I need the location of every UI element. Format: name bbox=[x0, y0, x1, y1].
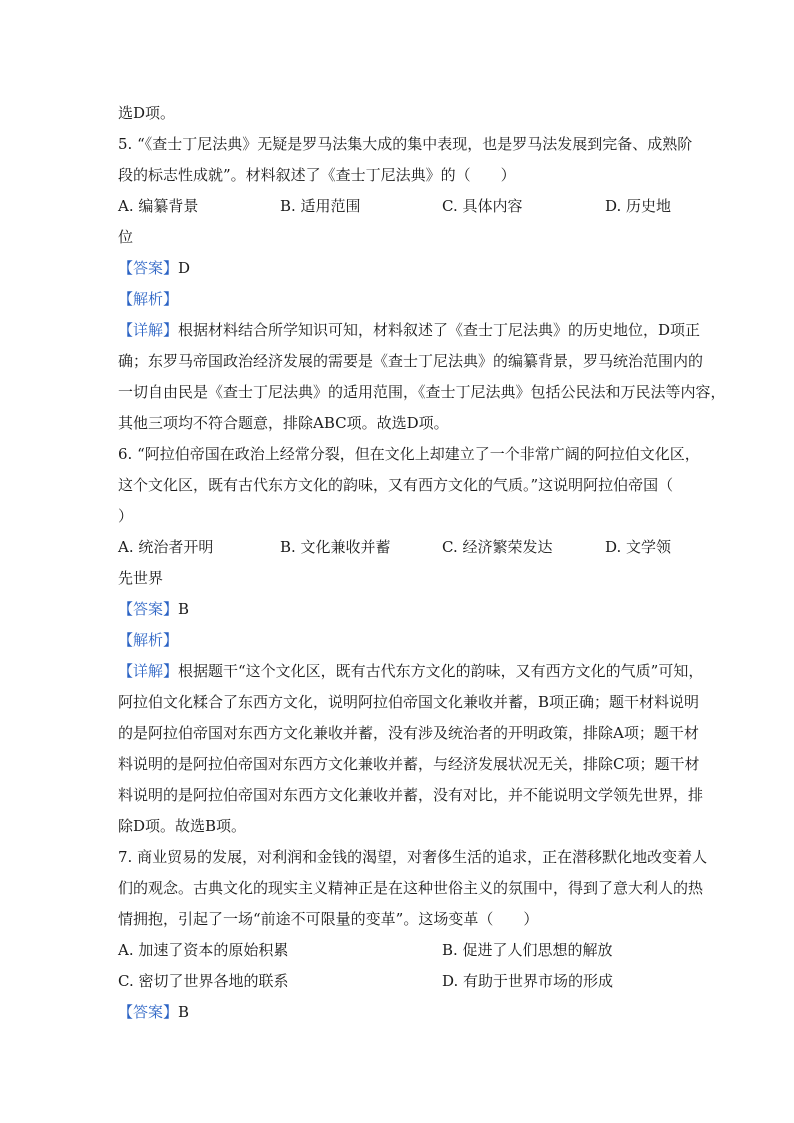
question-6 bbox=[118, 439, 704, 842]
q7-option-b: B. 促进了人们思想的解放 bbox=[442, 941, 613, 959]
q5-analysis-tag: 【解析】 bbox=[118, 290, 179, 308]
q6-options bbox=[118, 532, 678, 563]
q5-option-a: A. 编纂背景 bbox=[118, 197, 199, 215]
q6-option-d: D. 文学领 bbox=[605, 538, 672, 556]
prev-answer-tail: 选D项。 bbox=[118, 104, 176, 122]
q6-detail-line-1 bbox=[118, 656, 704, 687]
q5-detail-line-2: 确；东罗马帝国政治经济发展的需要是《查士丁尼法典》的编纂背景，罗马统治范围内的 bbox=[118, 352, 704, 370]
q6-option-wrap: 先世界 bbox=[118, 569, 164, 587]
q5-answer-tag: 【答案】 bbox=[118, 259, 179, 277]
q7-answer-tag: 【答案】 bbox=[118, 1003, 179, 1021]
q5-detail-text-1: 根据材料结合所学知识可知，材料叙述了《查士丁尼法典》的历史地位，D项正 bbox=[178, 321, 701, 339]
q5-option-wrap: 位 bbox=[118, 228, 134, 246]
q5-answer-value: D bbox=[178, 259, 191, 277]
q6-stem-line-3: ） bbox=[118, 507, 134, 525]
q6-detail-line-3: 的是阿拉伯帝国对东西方文化兼收并蓄，没有涉及统治者的开明政策，排除A项；题干材 bbox=[118, 724, 699, 742]
q6-option-a: A. 统治者开明 bbox=[118, 538, 214, 556]
q6-detail-line-4: 料说明的是阿拉伯帝国对东西方文化兼收并蓄，与经济发展状况无关，排除C项；题干材 bbox=[118, 755, 700, 773]
q5-detail-line-4: 其他三项均不符合题意，排除ABC项。故选D项。 bbox=[118, 414, 449, 432]
q7-options-row-2 bbox=[118, 966, 678, 997]
q7-stem-line-1: 7. 商业贸易的发展，对利润和金钱的渴望，对奢侈生活的追求，正在潜移默化地改变着人 bbox=[118, 848, 708, 866]
q6-option-b: B. 文化兼收并蓄 bbox=[280, 538, 391, 556]
q6-detail-line-6: 除D项。故选B项。 bbox=[118, 817, 247, 835]
question-7 bbox=[118, 842, 708, 1028]
q5-stem-line-1: 5. “《查士丁尼法典》无疑是罗马法集大成的集中表现，也是罗马法发展到完备、成熟阶 bbox=[118, 135, 693, 153]
q6-analysis-tag: 【解析】 bbox=[118, 631, 179, 649]
document-page bbox=[118, 98, 726, 1028]
q6-detail-tag: 【详解】 bbox=[118, 662, 179, 680]
q7-option-c: C. 密切了世界各地的联系 bbox=[118, 972, 289, 990]
q5-answer bbox=[118, 253, 678, 284]
q5-detail-line-1 bbox=[118, 315, 701, 346]
q7-stem-line-3: 情拥抱，引起了一场“前途不可限量的变革”。这场变革（ ） bbox=[118, 910, 539, 928]
q6-answer-value: B bbox=[178, 600, 190, 618]
q5-option-d: D. 历史地 bbox=[605, 197, 672, 215]
q5-option-c: C. 具体内容 bbox=[442, 197, 523, 215]
q5-options bbox=[118, 191, 678, 222]
q7-answer bbox=[118, 997, 678, 1028]
q6-option-c: C. 经济繁荣发达 bbox=[442, 538, 553, 556]
q5-stem-line-2: 段的标志性成就”。材料叙述了《查士丁尼法典》的（ ） bbox=[118, 166, 516, 184]
q6-stem-line-1: 6. “阿拉伯帝国在政治上经常分裂，但在文化上却建立了一个非常广阔的阿拉伯文化区， bbox=[118, 445, 700, 463]
q6-detail-text-1: 根据题干“这个文化区，既有古代东方文化的韵味，又有西方文化的气质”可知， bbox=[178, 662, 704, 680]
q5-option-b: B. 适用范围 bbox=[280, 197, 361, 215]
q5-detail-tag: 【详解】 bbox=[118, 321, 179, 339]
q7-options-row-1 bbox=[118, 935, 678, 966]
q6-answer bbox=[118, 594, 678, 625]
question-5 bbox=[118, 129, 726, 439]
q6-detail-line-5: 料说明的是阿拉伯帝国对东西方文化兼收并蓄，没有对比，并不能说明文学领先世界，排 bbox=[118, 786, 704, 804]
q7-answer-value: B bbox=[178, 1003, 190, 1021]
q7-option-d: D. 有助于世界市场的形成 bbox=[442, 972, 614, 990]
q5-detail-line-3: 一切自由民是《查士丁尼法典》的适用范围，《查士丁尼法典》包括公民法和万民法等内容， bbox=[118, 383, 726, 401]
q6-detail-line-2: 阿拉伯文化糅合了东西方文化，说明阿拉伯帝国文化兼收并蓄，B项正确；题干材料说明 bbox=[118, 693, 700, 711]
q6-answer-tag: 【答案】 bbox=[118, 600, 179, 618]
q7-option-a: A. 加速了资本的原始积累 bbox=[118, 941, 289, 959]
q7-stem-line-2: 们的观念。古典文化的现实主义精神正是在这种世俗主义的氛围中，得到了意大利人的热 bbox=[118, 879, 704, 897]
q6-stem-line-2: 这个文化区，既有古代东方文化的韵味，又有西方文化的气质。”这说明阿拉伯帝国（ bbox=[118, 476, 674, 494]
